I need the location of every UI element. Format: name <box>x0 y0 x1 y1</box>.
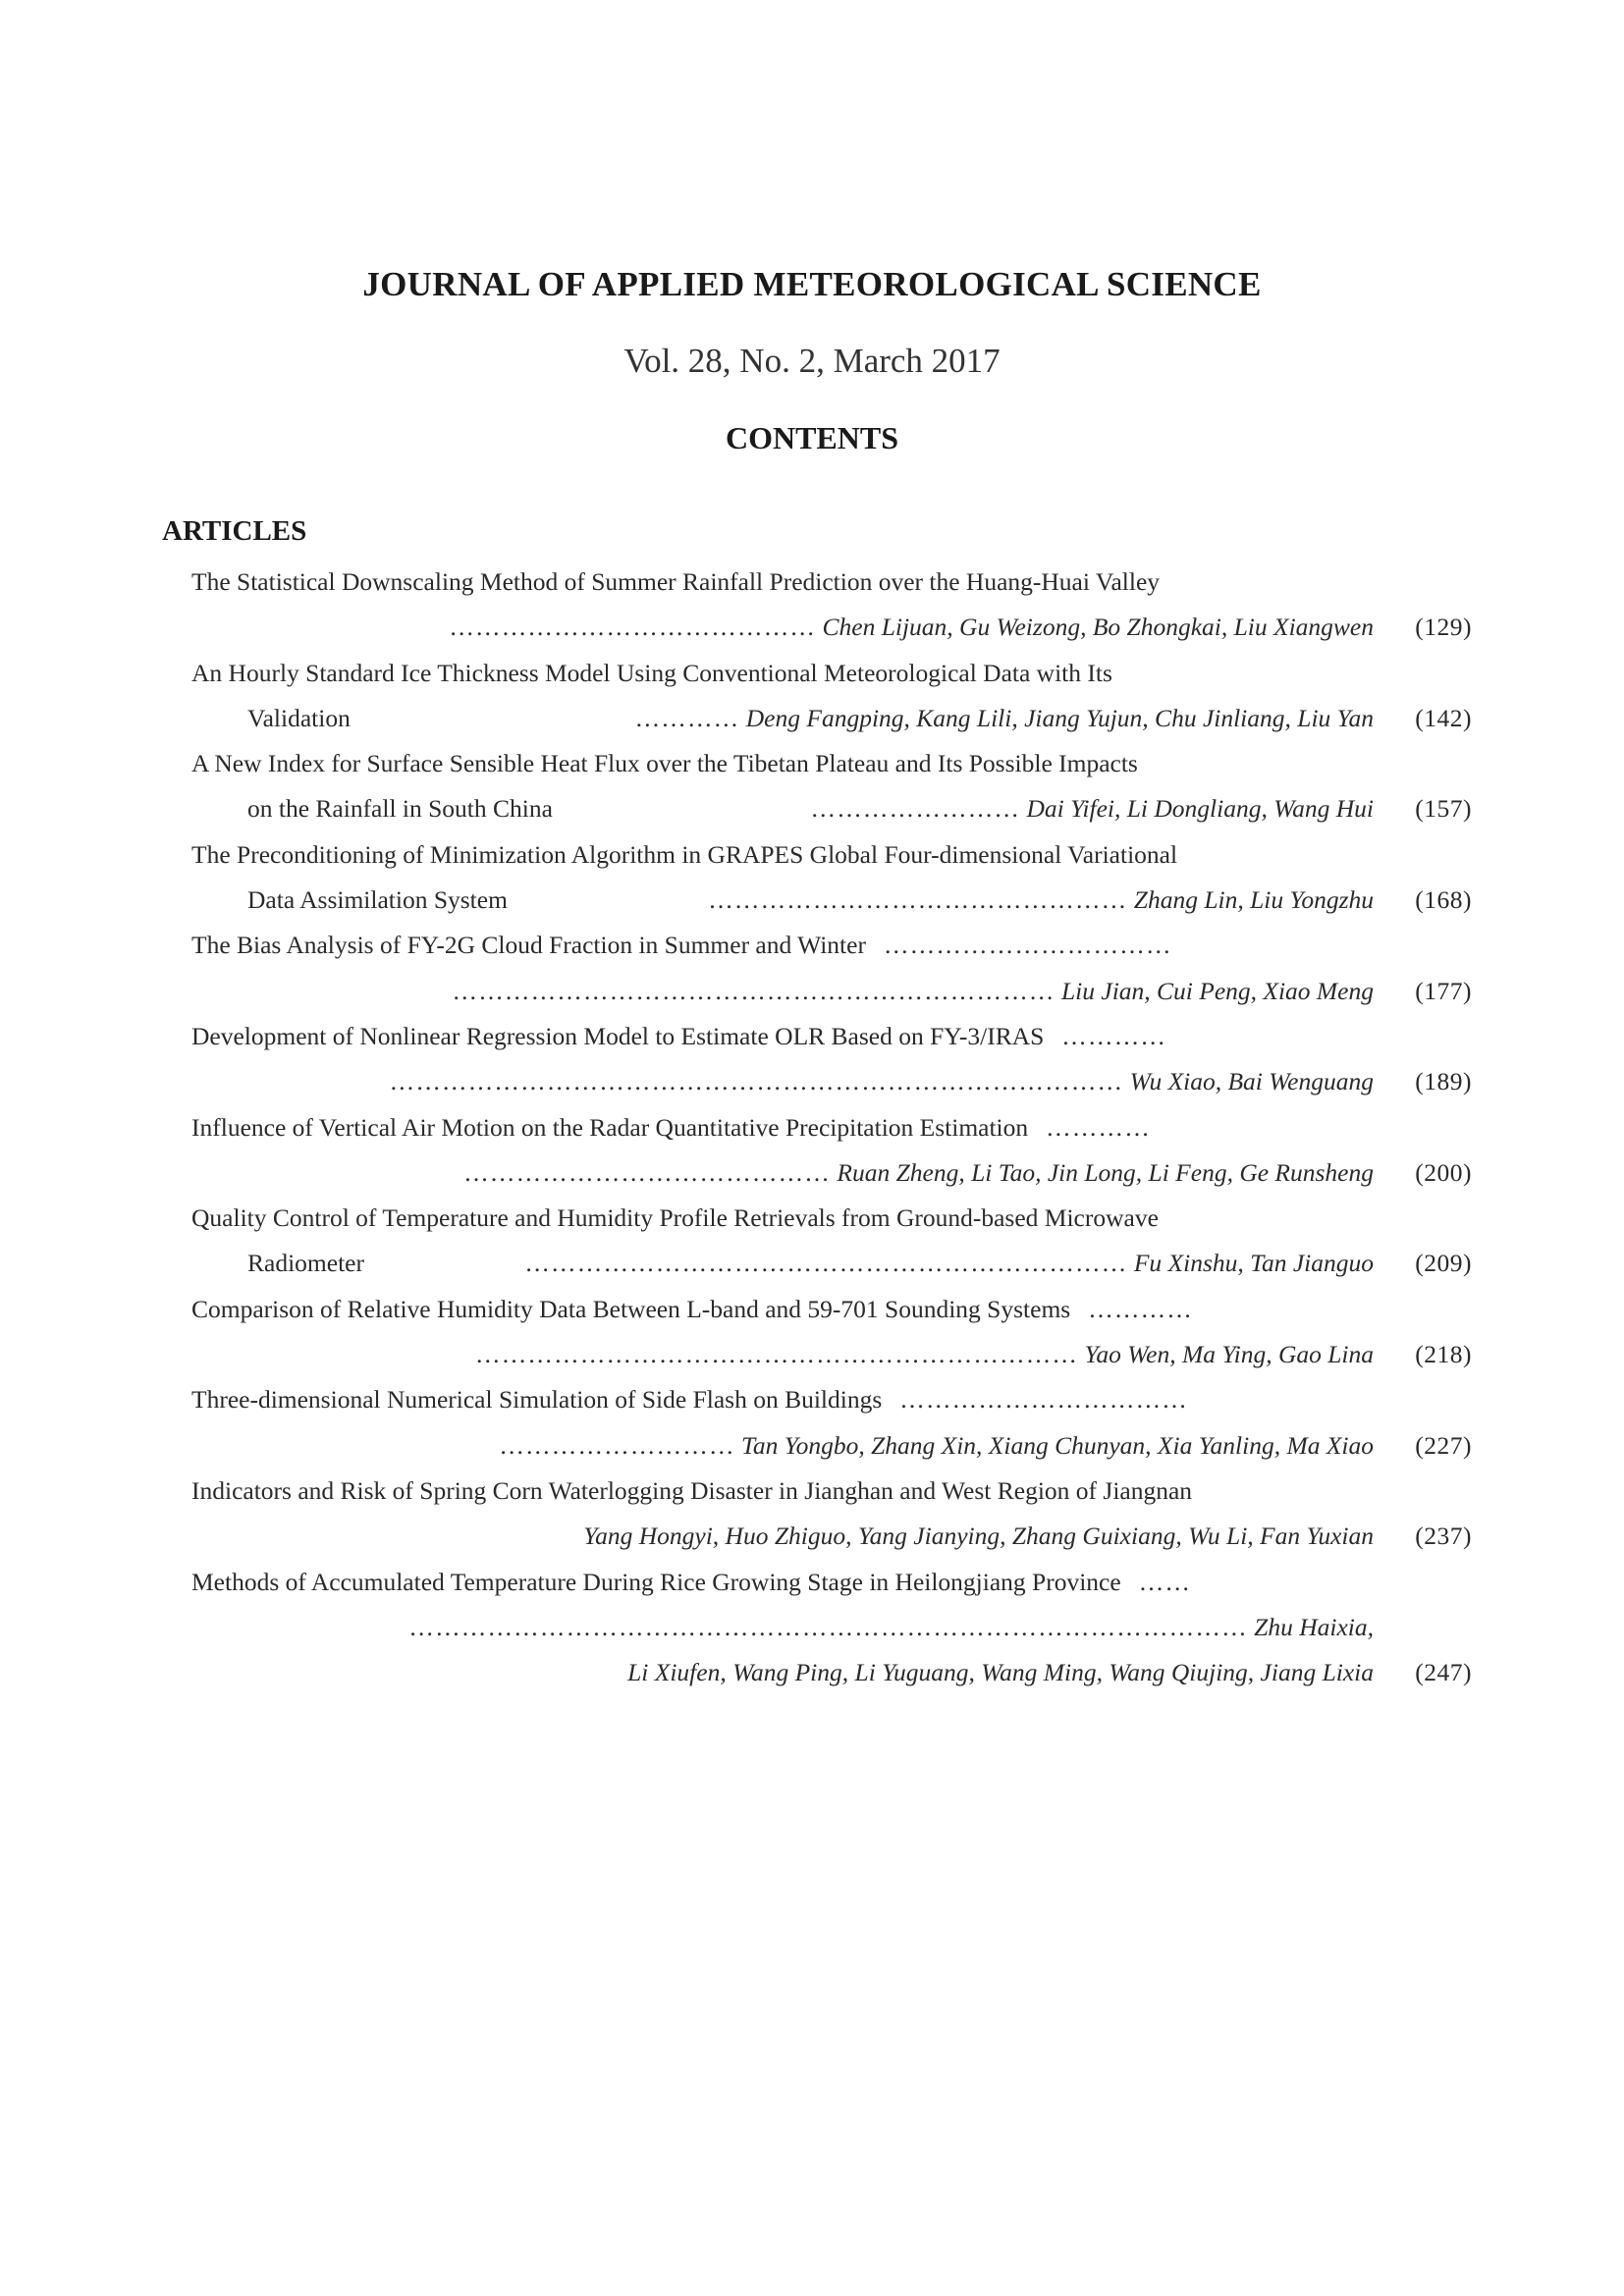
article-authors: Zhu Haixia, <box>1254 1612 1374 1641</box>
article-title[interactable]: Quality Control of Temperature and Humidity Profile Retrievals from Ground-based Microwave <box>191 1203 1159 1233</box>
article-authors: Chen Lijuan, Gu Weizong, Bo Zhongkai, Liu Xiangwen <box>822 613 1374 642</box>
list-item <box>0 969 1624 1014</box>
leader-dots: ……………………… <box>499 1430 735 1460</box>
article-title-text: Methods of Accumulated Temperature During Rice Growing Stage in Heilongjiang Province <box>191 1567 1121 1596</box>
section-heading: ARTICLES <box>162 515 307 547</box>
article-title[interactable]: The Statistical Downscaling Method of Summer Rainfall Prediction over the Huang-Huai Valley <box>191 567 1161 596</box>
page-number[interactable]: (168) <box>1415 885 1472 915</box>
page-number[interactable]: (218) <box>1415 1340 1472 1369</box>
article-authors-cont: Li Xiufen, Wang Ping, Li Yuguang, Wang Ming, Wang Qiujing, Jiang Lixia <box>627 1658 1374 1687</box>
article-authors: Liu Jian, Cui Peng, Xiao Meng <box>1060 976 1374 1005</box>
article-title[interactable]: The Preconditioning of Minimization Algorithm in GRAPES Global Four-dimensional Variational <box>191 839 1178 869</box>
leader-dots: …………………………………………………………… <box>475 1340 1079 1369</box>
leader-dots: ………… <box>634 703 740 732</box>
leader-dots: ………… <box>1061 1021 1167 1050</box>
issue-line: Vol. 28, No. 2, March 2017 <box>623 342 1001 380</box>
leader-dots: …………………………………………………………… <box>524 1249 1128 1278</box>
list-item <box>0 741 1624 786</box>
article-title[interactable]: An Hourly Standard Ice Thickness Model Using Conventional Meteorological Data with Its <box>191 658 1112 687</box>
leader-dots: …………………………… <box>899 1385 1188 1415</box>
article-authors: Zhang Lin, Liu Yongzhu <box>1133 885 1374 915</box>
article-title[interactable]: A New Index for Surface Sensible Heat Flux over the Tibetan Plateau and Its Possible Impacts <box>191 749 1138 778</box>
article-title-text: Development of Nonlinear Regression Model to Estimate OLR Based on FY-3/IRAS <box>191 1021 1045 1050</box>
list-item <box>0 1468 1624 1514</box>
article-title[interactable] <box>191 1287 1193 1332</box>
list-item <box>0 1332 1624 1377</box>
page-number[interactable]: (237) <box>1415 1522 1472 1551</box>
leader-dots: ………… <box>1046 1112 1151 1142</box>
article-title-text: The Bias Analysis of FY-2G Cloud Fraction in Summer and Winter <box>191 931 866 960</box>
article-title-cont[interactable]: on the Rainfall in South China <box>247 794 553 824</box>
list-item <box>0 878 1624 923</box>
article-authors: Yao Wen, Ma Ying, Gao Lina <box>1084 1340 1374 1369</box>
contents-heading: CONTENTS <box>725 420 899 455</box>
list-item <box>0 605 1624 650</box>
leader-dots: …… <box>1138 1567 1192 1596</box>
list-item <box>0 1514 1624 1559</box>
page-number[interactable]: (142) <box>1415 703 1472 732</box>
article-title[interactable] <box>191 1377 1188 1422</box>
article-authors: Dai Yifei, Li Dongliang, Wang Hui <box>1026 794 1374 824</box>
page-number[interactable]: (200) <box>1415 1157 1472 1187</box>
list-item <box>0 1150 1624 1196</box>
page-number[interactable]: (247) <box>1415 1658 1472 1687</box>
article-title[interactable] <box>191 1014 1166 1059</box>
article-title-text: Three-dimensional Numerical Simulation of Side Flash on Buildings <box>191 1385 883 1415</box>
leader-dots: …………………………………………………………………………………… <box>408 1612 1248 1641</box>
article-title-cont[interactable]: Data Assimilation System <box>247 885 508 915</box>
list-item <box>0 1377 1624 1422</box>
page-number[interactable]: (189) <box>1415 1067 1472 1096</box>
list-item <box>0 1105 1624 1150</box>
article-title-text: Influence of Vertical Air Motion on the Radar Quantitative Precipitation Estimation <box>191 1112 1029 1142</box>
article-title[interactable] <box>191 923 1172 968</box>
article-authors: Wu Xiao, Bai Wenguang <box>1129 1067 1374 1096</box>
list-item <box>0 786 1624 831</box>
list-item <box>0 696 1624 741</box>
article-authors: Yang Hongyi, Huo Zhiguo, Yang Jianying, Zhang Guixiang, Wu Li, Fan Yuxian <box>583 1522 1374 1551</box>
list-item <box>0 1241 1624 1286</box>
article-title[interactable] <box>191 1105 1151 1150</box>
article-authors: Tan Yongbo, Zhang Xin, Xiang Chunyan, Xia Yanling, Ma Xiao <box>741 1430 1374 1460</box>
article-authors: Fu Xinshu, Tan Jianguo <box>1133 1249 1374 1278</box>
leader-dots: …………………………… <box>883 931 1172 960</box>
table-of-contents <box>0 560 1624 1695</box>
list-item <box>0 560 1624 605</box>
list-item <box>0 923 1624 968</box>
list-item <box>0 1560 1624 1605</box>
article-title-cont[interactable]: Radiometer <box>247 1249 364 1278</box>
leader-dots: ………………………………………… <box>708 885 1128 915</box>
page-number[interactable]: (157) <box>1415 794 1472 824</box>
leader-dots: …………………… <box>810 794 1021 824</box>
list-item <box>0 651 1624 696</box>
list-item <box>0 1605 1624 1650</box>
article-title[interactable] <box>191 1560 1191 1605</box>
article-title-text: Comparison of Relative Humidity Data Between L-band and 59-701 Sounding Systems <box>191 1294 1071 1323</box>
list-item <box>0 1650 1624 1695</box>
leader-dots: ………… <box>1088 1294 1194 1323</box>
article-authors: Ruan Zheng, Li Tao, Jin Long, Li Feng, Ge Runsheng <box>837 1157 1374 1187</box>
page-number[interactable]: (209) <box>1415 1249 1472 1278</box>
page-number[interactable]: (177) <box>1415 976 1472 1005</box>
article-title-cont[interactable]: Validation <box>247 703 351 732</box>
list-item <box>0 1059 1624 1104</box>
leader-dots: …………………………………… <box>463 1157 832 1187</box>
page-number[interactable]: (227) <box>1415 1430 1472 1460</box>
list-item <box>0 832 1624 878</box>
list-item <box>0 1423 1624 1468</box>
list-item <box>0 1196 1624 1241</box>
article-title[interactable]: Indicators and Risk of Spring Corn Waterlogging Disaster in Jianghan and West Region of Jiangnan <box>191 1475 1193 1505</box>
journal-title: JOURNAL OF APPLIED METEOROLOGICAL SCIENCE <box>362 265 1262 303</box>
leader-dots: ………………………………………………………………………… <box>389 1067 1124 1096</box>
page-number[interactable]: (129) <box>1415 613 1472 642</box>
leader-dots: …………………………………………………………… <box>452 976 1056 1005</box>
list-item <box>0 1287 1624 1332</box>
article-authors: Deng Fangping, Kang Lili, Jiang Yujun, Chu Jinliang, Liu Yan <box>745 703 1374 732</box>
leader-dots: …………………………………… <box>449 613 817 642</box>
list-item <box>0 1014 1624 1059</box>
